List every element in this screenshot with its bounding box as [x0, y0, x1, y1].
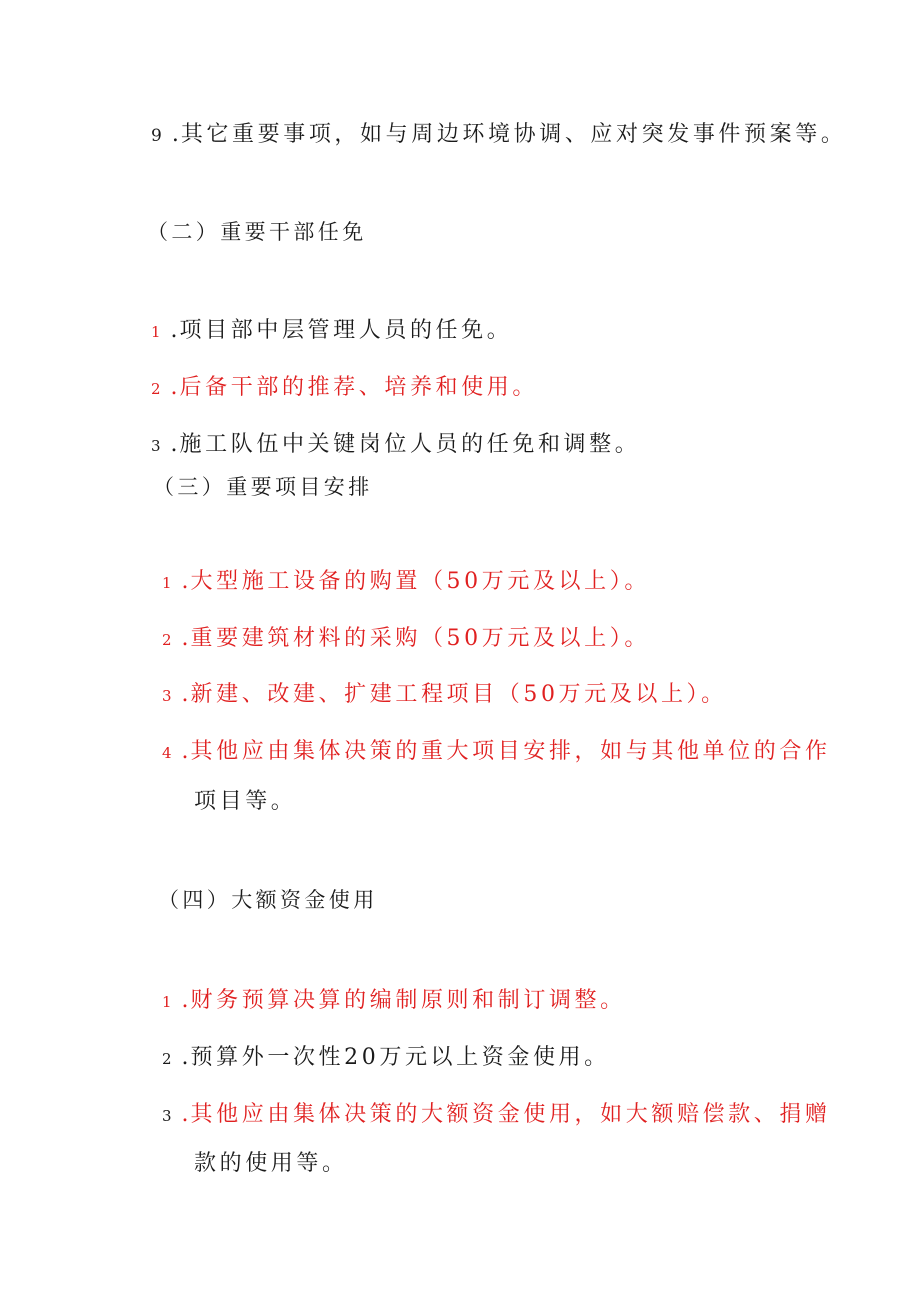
list-item: 1 .财务预算决算的编制原则和制订调整。 [162, 986, 626, 1017]
list-item: 2 .预算外一次性20万元以上资金使用。 [162, 1043, 610, 1074]
section-heading: （三）重要项目安排 [153, 475, 373, 499]
item-number: 4 [162, 744, 172, 762]
list-item-continuation: 项目等。 [194, 789, 297, 814]
list-item: 3 .新建、改建、扩建工程项目（50万元及以上）。 [162, 680, 727, 711]
item-text: 施工队伍中关键岗位人员的任免和调整。 [179, 432, 641, 457]
item-number: 1 [162, 993, 172, 1011]
item-text: 其它重要事项，如与周边环境协调、应对突发事件预案等。 [180, 122, 847, 147]
item-number: 3 [162, 1107, 172, 1125]
section-heading: （二）重要干部任免 [147, 220, 367, 244]
list-item: 4 .其他应由集体决策的重大项目安排，如与其他单位的合作 [162, 737, 831, 768]
item-number: 3 [162, 687, 172, 705]
item-text: 项目部中层管理人员的任免。 [179, 318, 513, 343]
list-item: 2 .重要建筑材料的采购（50万元及以上）。 [162, 624, 650, 655]
item-number: 1 [151, 323, 161, 341]
item-text: 预算外一次性20万元以上资金使用。 [190, 1045, 610, 1070]
item-number: 2 [162, 631, 172, 649]
item-number: 2 [162, 1050, 172, 1068]
list-item: 9 .其它重要事项，如与周边环境协调、应对突发事件预案等。 [151, 120, 846, 151]
item-number: 3 [151, 437, 161, 455]
item-text: 其他应由集体决策的大额资金使用，如大额赔偿款、捐赠 [190, 1102, 831, 1127]
section-heading: （四）大额资金使用 [158, 888, 378, 912]
list-item: 1 .项目部中层管理人员的任免。 [151, 316, 512, 347]
item-text: 大型施工设备的购置（50万元及以上）。 [190, 569, 650, 594]
item-text: 财务预算决算的编制原则和制订调整。 [190, 988, 626, 1013]
item-text: 新建、改建、扩建工程项目（50万元及以上）。 [190, 682, 727, 707]
item-text: 重要建筑材料的采购（50万元及以上）。 [190, 626, 650, 651]
item-number: 9 [151, 126, 162, 146]
item-text: 其他应由集体决策的重大项目安排，如与其他单位的合作 [190, 739, 831, 764]
item-number: 1 [162, 574, 172, 592]
list-item: 3 .其他应由集体决策的大额资金使用，如大额赔偿款、捐赠 [162, 1100, 831, 1131]
list-item: 1 .大型施工设备的购置（50万元及以上）。 [162, 567, 650, 598]
list-item: 3 .施工队伍中关键岗位人员的任免和调整。 [151, 430, 640, 461]
list-item-continuation: 款的使用等。 [194, 1151, 348, 1176]
list-item: 2 .后备干部的推荐、培养和使用。 [151, 373, 538, 404]
item-text: 后备干部的推荐、培养和使用。 [179, 375, 538, 400]
item-number: 2 [151, 380, 161, 398]
